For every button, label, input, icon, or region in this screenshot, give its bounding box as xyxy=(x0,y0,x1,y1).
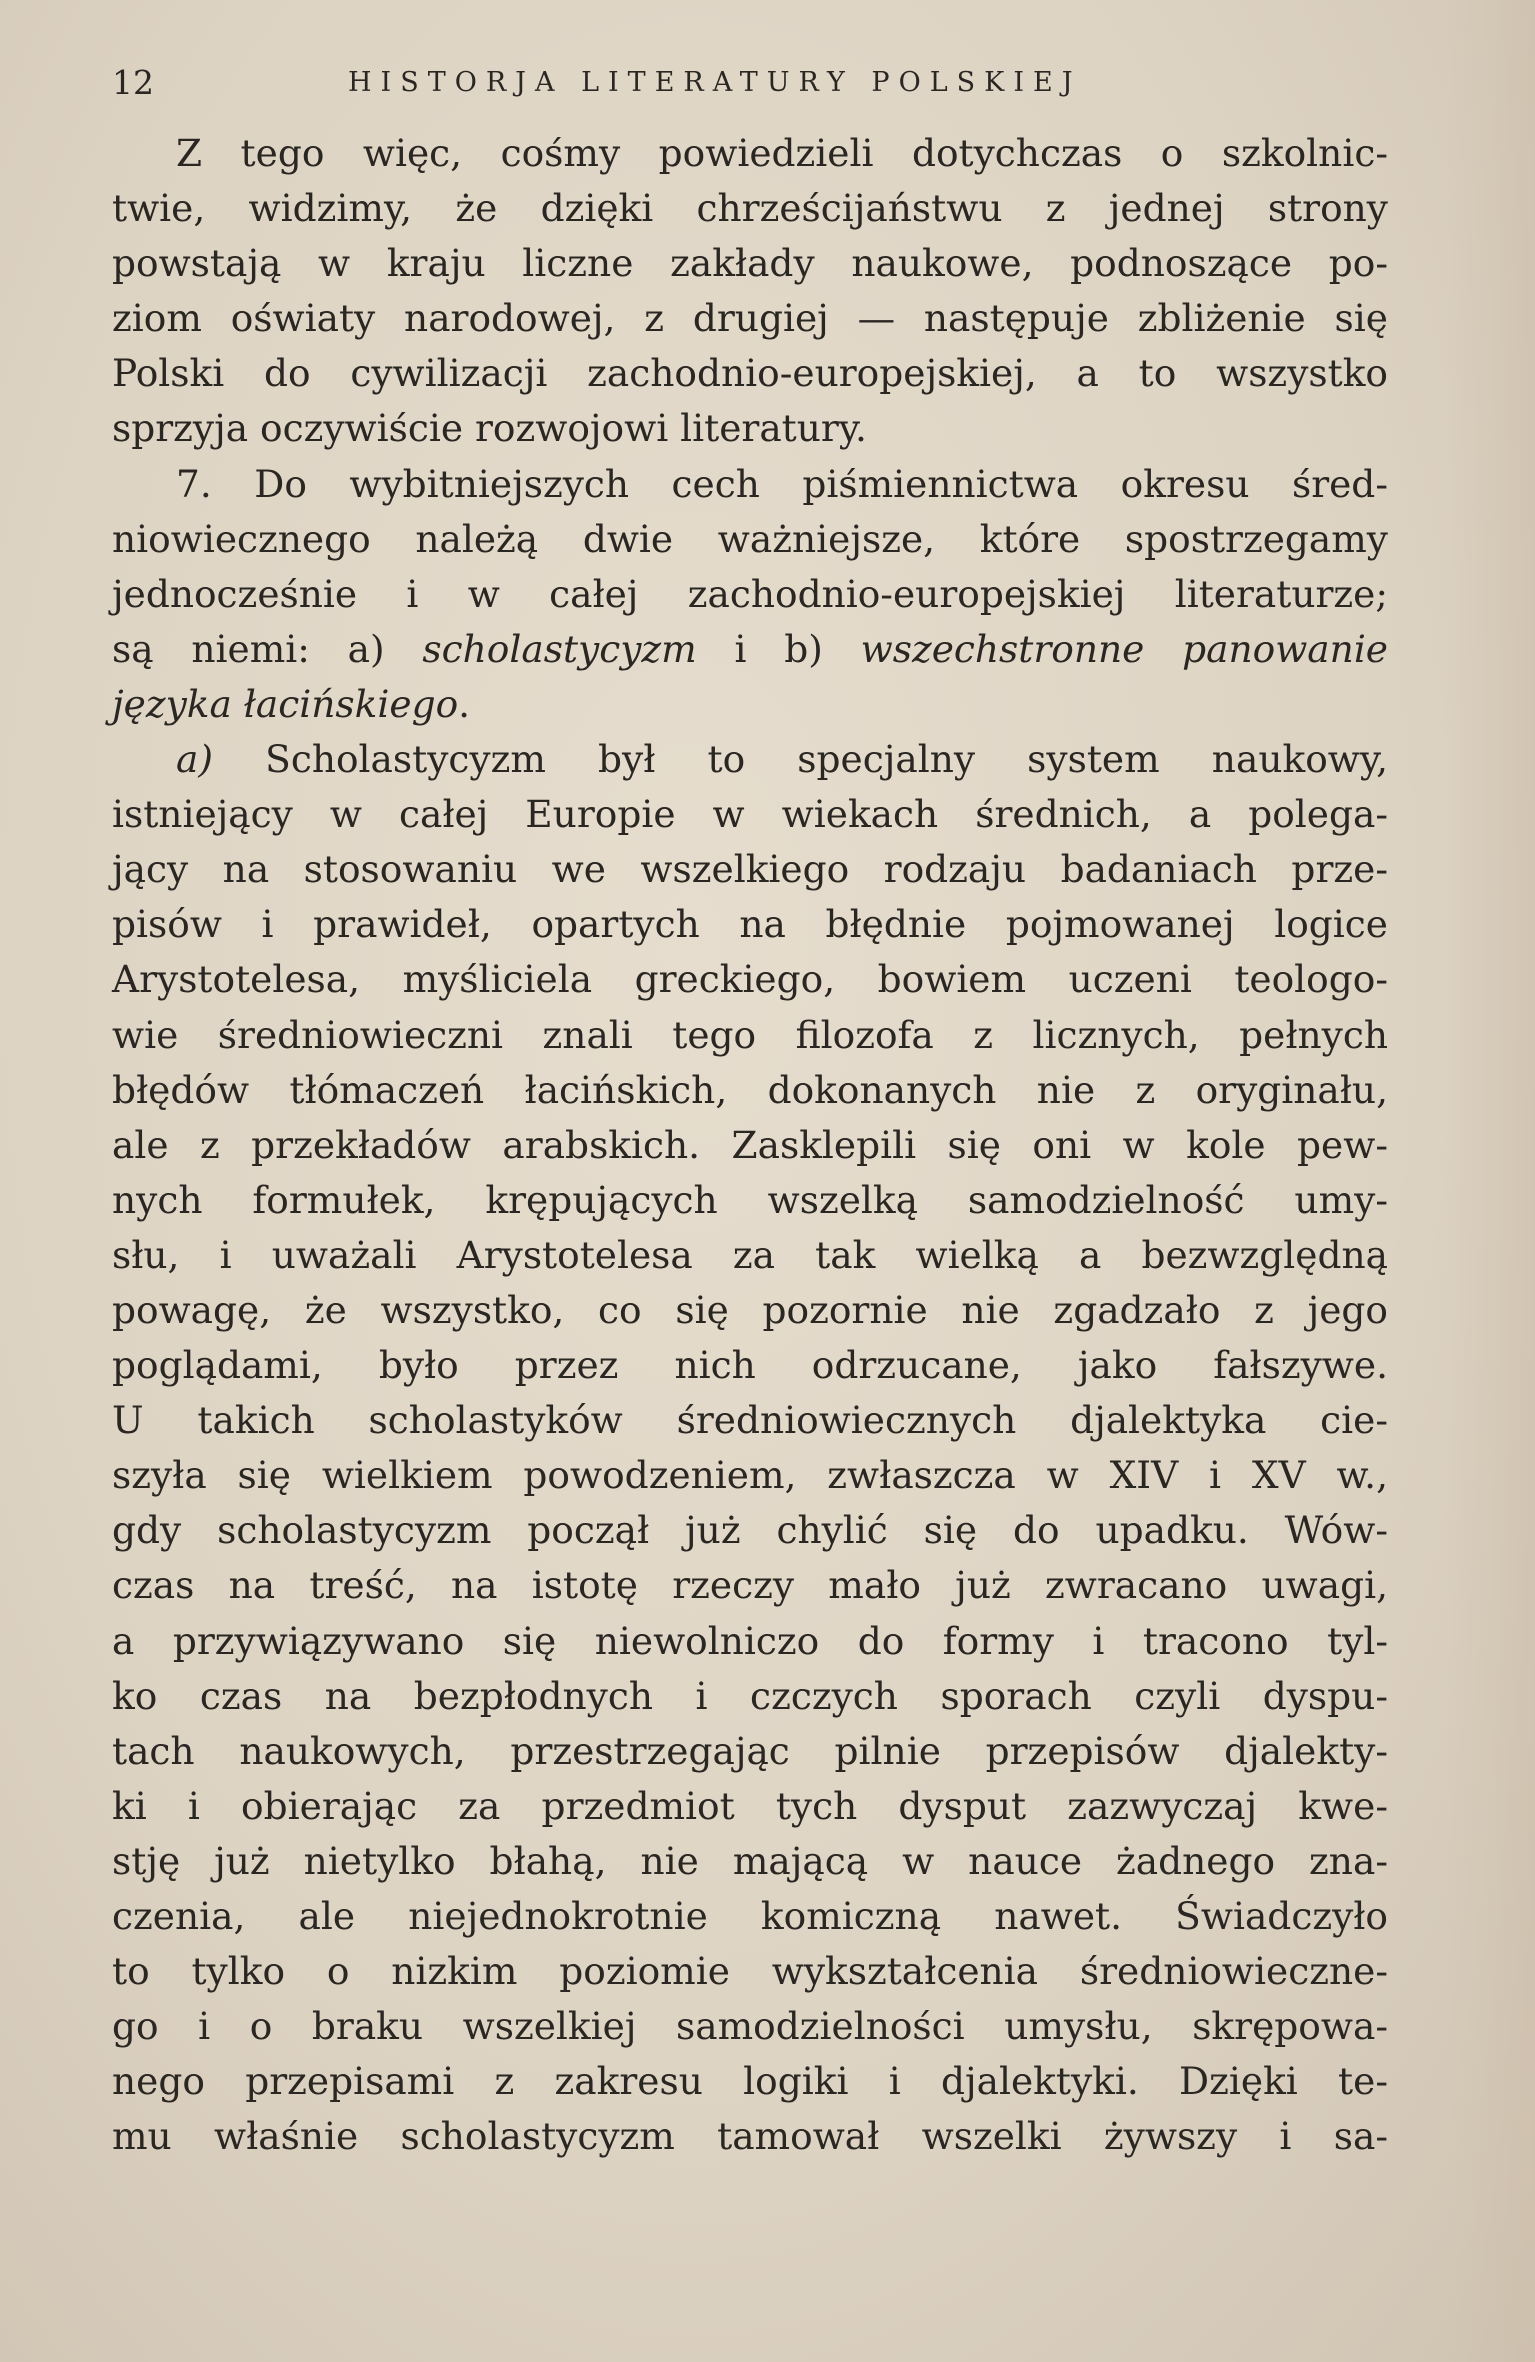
text-line: 7. Do wybitniejszych cech piśmiennictwa okresu śred- xyxy=(176,461,1388,506)
text-line: Polski do cywilizacji zachodnio-europejskiej, a to wszystko xyxy=(112,351,1388,396)
text-line: a przywiązywano się niewolniczo do formy i tracono tyl- xyxy=(112,1618,1388,1663)
text-line: słu, i uważali Arystotelesa za tak wielką a bezwzględną xyxy=(112,1232,1388,1277)
text-line: ale z przekładów arabskich. Zasklepili się oni w kole pew- xyxy=(112,1122,1388,1167)
text-line: mu właśnie scholastycyzm tamował wszelki żywszy i sa- xyxy=(112,2114,1388,2159)
text-line: wie średniowieczni znali tego filozofa z licznych, pełnych xyxy=(112,1012,1388,1057)
text-line: gdy scholastycyzm począł już chylić się do upadku. Wów- xyxy=(112,1508,1388,1553)
text-line: ziom oświaty narodowej, z drugiej — następuje zbliżenie się xyxy=(112,296,1388,341)
text-line: twie, widzimy, że dzięki chrześcijaństwu z jednej strony xyxy=(112,186,1388,231)
page-header xyxy=(112,58,1412,108)
text-line: nych formułek, krępujących wszelką samodzielność umy- xyxy=(112,1177,1388,1222)
italic-term: języka łacińskiego xyxy=(112,681,459,726)
text-line: sprzyja oczywiście rozwojowi literatury. xyxy=(112,406,867,451)
text-line: Arystotelesa, myśliciela greckiego, bowiem uczeni teologo- xyxy=(112,957,1388,1002)
text-line: szyła się wielkiem powodzeniem, zwłaszcza w XIV i XV w., xyxy=(112,1453,1388,1498)
italic-marker: a) xyxy=(176,737,213,782)
text-line: języka łacińskiego. xyxy=(112,681,471,726)
italic-term: scholastycyzm xyxy=(422,626,697,671)
text-line: błędów tłómaczeń łacińskich, dokonanych nie z oryginału, xyxy=(112,1067,1388,1112)
text-line: U takich scholastyków średniowiecznych djalektyka cie- xyxy=(112,1398,1388,1443)
text-line: powagę, że wszystko, co się pozornie nie zgadzało z jego xyxy=(112,1287,1388,1332)
text-line: stję już nietylko błahą, nie mającą w nauce żadnego zna- xyxy=(112,1838,1388,1883)
running-title: HISTORJA LITERATURY POLSKIEJ xyxy=(348,67,1082,98)
text-line: a) Scholastycyzm był to specjalny system naukowy, xyxy=(176,737,1388,782)
text-line: są niemi: a) scholastycyzm i b) wszechstronne panowanie xyxy=(112,626,1389,671)
text-line: to tylko o nizkim poziomie wykształcenia średniowieczne- xyxy=(112,1949,1388,1994)
text-line: nego przepisami z zakresu logiki i djalektyki. Dzięki te- xyxy=(112,2059,1388,2104)
text-line: go i o braku wszelkiej samodzielności umysłu, skrępowa- xyxy=(112,2004,1388,2049)
text-line: czas na treść, na istotę rzeczy mało już zwracano uwagi, xyxy=(112,1563,1388,1608)
text-line: pisów i prawideł, opartych na błędnie pojmowanej logice xyxy=(112,902,1388,947)
text-line: poglądami, było przez nich odrzucane, jako fałszywe. xyxy=(112,1343,1388,1388)
text-line: tach naukowych, przestrzegając pilnie przepisów djalekty- xyxy=(112,1728,1388,1773)
text-line: niowiecznego należą dwie ważniejsze, które spostrzegamy xyxy=(112,516,1388,561)
body-text xyxy=(112,126,1388,2164)
text-line: powstają w kraju liczne zakłady naukowe, podnoszące po- xyxy=(112,241,1388,286)
text-line: istniejący w całej Europie w wiekach średnich, a polega- xyxy=(112,792,1388,837)
page-edge-shading xyxy=(1445,0,1535,2362)
text-line: jednocześnie i w całej zachodnio-europejskiej literaturze; xyxy=(112,571,1388,616)
italic-term: wszechstronne panowanie xyxy=(860,626,1389,671)
text-line: jący na stosowaniu we wszelkiego rodzaju badaniach prze- xyxy=(112,847,1388,892)
text-line: Z tego więc, cośmy powiedzieli dotychczas o szkolnic- xyxy=(176,131,1388,175)
page-number: 12 xyxy=(112,63,154,102)
text-line: ko czas na bezpłodnych i czczych sporach czyli dyspu- xyxy=(112,1673,1388,1718)
text-line: ki i obierając za przedmiot tych dysput zazwyczaj kwe- xyxy=(112,1783,1388,1828)
text-line: czenia, ale niejednokrotnie komiczną nawet. Świadczyło xyxy=(112,1894,1388,1938)
